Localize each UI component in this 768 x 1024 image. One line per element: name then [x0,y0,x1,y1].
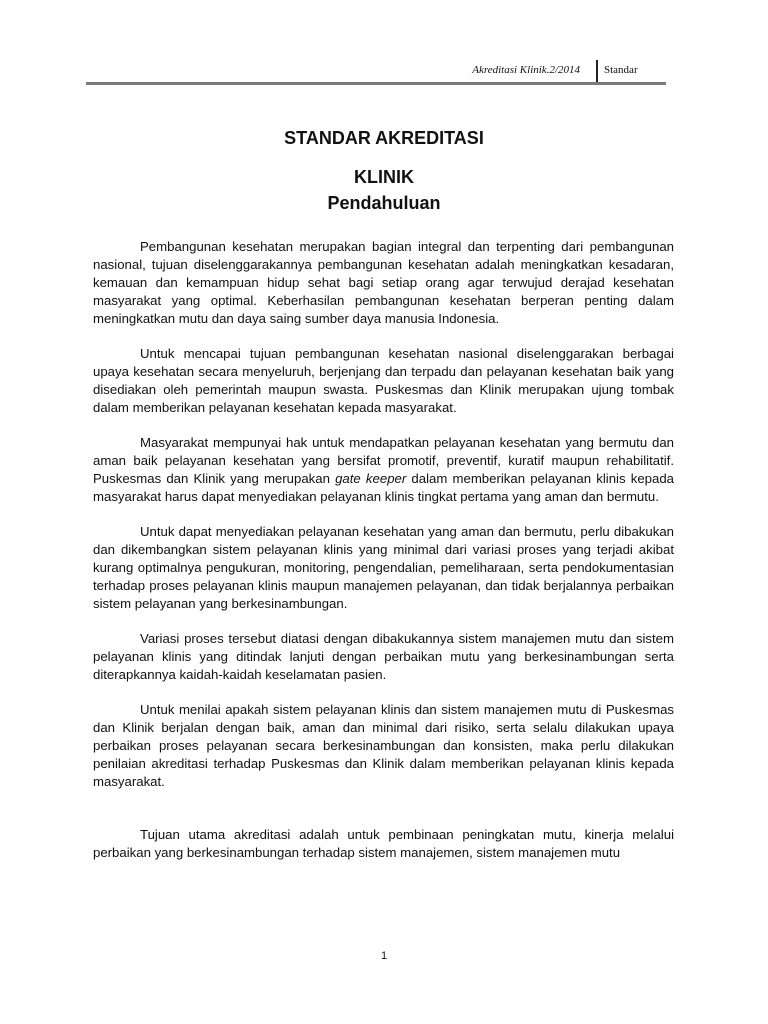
emphasis-text: gate keeper [335,471,407,486]
document-title: STANDAR AKREDITASI [284,128,484,148]
paragraph: Tujuan utama akreditasi adalah untuk pembinaan peningkatan mutu, kinerja melalui perbaikan yang berkesinambungan terhadap sistem manajemen, sistem manajemen mutu [93,827,674,860]
header-rule [86,82,666,85]
paragraph: Untuk mencapai tujuan pembangunan kesehatan nasional diselenggarakan berbagai upaya kesehatan secara menyeluruh, berjenjang dan terpadu dan pelayanan kesehatan baik yang disediakan oleh pemerintah maupun swasta. Puskesmas dan Klinik merupakan ujung tombak dalam memberikan pelayanan kesehatan kepada masyarakat. [93,346,674,415]
header-separator [596,60,598,82]
paragraph-text: dalam memberikan pelayanan klinis kepada masyarakat harus dapat menyediakan pelayanan klinis tingkat pertama yang aman dan bermutu. [93,471,674,504]
paragraph: Variasi proses tersebut diatasi dengan dibakukannya sistem manajemen mutu dan sistem pelayanan klinis yang ditindak lanjuti dengan perbaikan mutu yang berkesinambungan serta diterapkannya kaidah-kaidah keselamatan pasien. [93,631,674,682]
paragraph: Untuk dapat menyediakan pelayanan kesehatan yang aman dan bermutu, perlu dibakukan dan dikembangkan sistem pelayanan klinis yang minimal dari variasi proses yang terjadi akibat kurang optimalnya pengukuran, monitoring, pengendalian, pemeliharaan, serta pendokumentasian terhadap proses pelayanan klinis maupun manajemen pelayanan, dan tidak berjalannya perbaikan sistem pelayanan yang berkesinambungan. [93,524,674,611]
running-header [86,58,666,84]
paragraph: Untuk menilai apakah sistem pelayanan klinis dan sistem manajemen mutu di Puskesmas dan Klinik berjalan dengan baik, aman dan minimal dari risiko, serta selalu dilakukan upaya perbaikan proses pelayanan secara berkesinambungan dan konsisten, maka perlu dilakukan penilaian akreditasi terhadap Puskesmas dan Klinik dalam memberikan pelayanan klinis kepada masyarakat. [93,702,674,789]
paragraph: Pembangunan kesehatan merupakan bagian integral dan terpenting dari pembangunan nasional, tujuan diselenggarakannya pembangunan kesehatan adalah meningkatkan kesadaran, kemauan dan kemampuan hidup sehat bagi setiap orang agar terwujud derajad kesehatan masyarakat yang optimal. Keberhasilan pembangunan kesehatan berperan penting dalam meningkatkan mutu dan daya saing sumber daya manusia Indonesia. [93,239,674,326]
section-heading: Pendahuluan [327,193,441,213]
document-subtitle: KLINIK [354,167,414,187]
header-doc-ref: Akreditasi Klinik.2/2014 [472,64,580,76]
header-section: Standar [604,64,638,76]
body-text [93,238,674,879]
page-number: 1 [380,950,388,962]
paragraph-text: Masyarakat mempunyai hak untuk mendapatkan pelayanan kesehatan yang bermutu dan aman baik pelayanan kesehatan yang bersifat promotif, preventif, kuratif maupun rehabilitatif. Puskesmas dan Klinik yang merupakan [93,435,674,486]
paragraph [93,434,674,506]
